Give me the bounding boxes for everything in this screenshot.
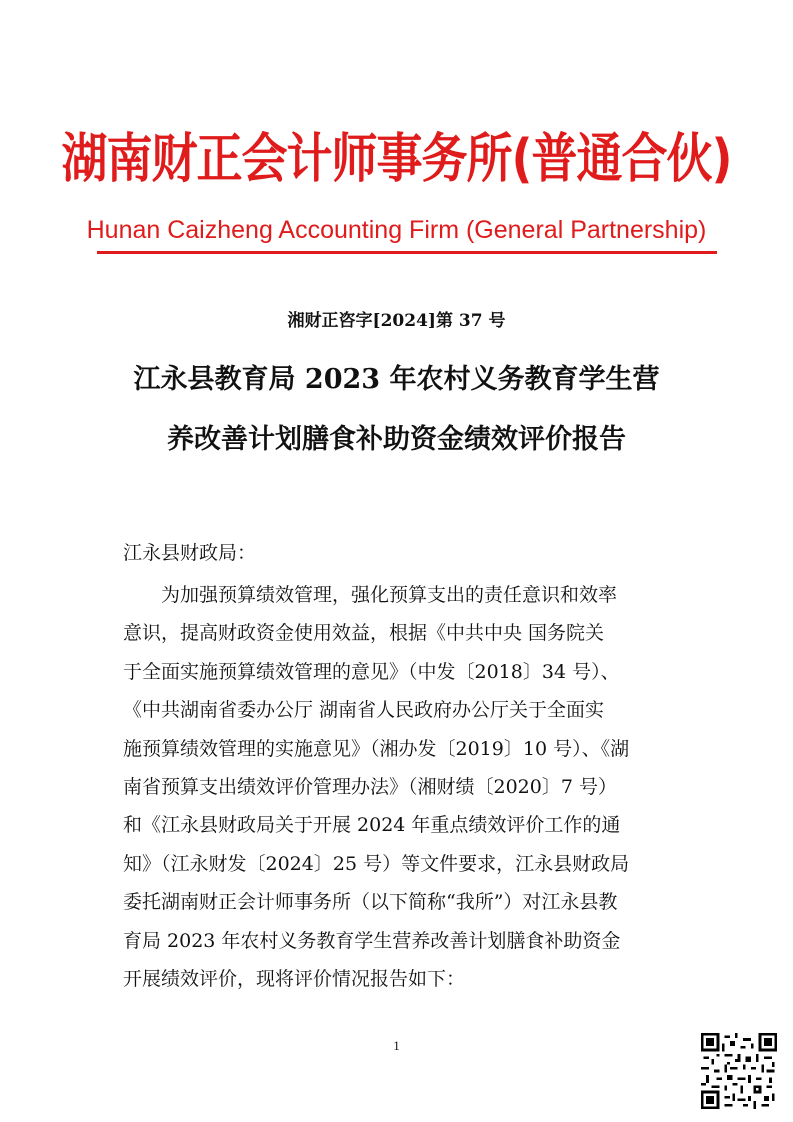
report-title-line-1: 江永县教育局 2023 年农村义务教育学生营 xyxy=(133,364,660,395)
body-line: 开展绩效评价，现将评价情况报告如下： xyxy=(123,968,466,990)
firm-name-en: Hunan Caizheng Accounting Firm (General Partnership) xyxy=(86,216,707,244)
body-line: 育局 2023 年农村义务教育学生营养改善计划膳食补助资金 xyxy=(123,930,621,952)
body-line: 意识，提高财政资金使用效益，根据《中共中央 国务院关 xyxy=(123,622,605,644)
report-title-line-2: 养改善计划膳食补助资金绩效评价报告 xyxy=(167,424,626,455)
qr-code-icon xyxy=(701,1033,777,1109)
firm-name-cn: 湖南财正会计师事务所(普通合伙) xyxy=(61,126,732,190)
body-line: 委托湖南财正会计师事务所（以下简称“我所”）对江永县教 xyxy=(123,891,618,913)
page-number: 1 xyxy=(393,1038,400,1053)
body-line: 施预算绩效管理的实施意见》（湘办发〔2019〕10 号）、《湖 xyxy=(123,738,630,760)
body-line: 于全面实施预算绩效管理的意见》（中发〔2018〕34 号）、 xyxy=(123,661,620,683)
body-line: 和《江永县财政局关于开展 2024 年重点绩效评价工作的通 xyxy=(123,814,621,836)
body-line: 南省预算支出绩效评价管理办法》（湘财绩〔2020〕7 号） xyxy=(123,776,617,798)
addressee: 江永县财政局： xyxy=(123,542,257,564)
body-line: 为加强预算绩效管理，强化预算支出的责任意识和效率 xyxy=(161,584,618,606)
body-line: 《中共湖南省委办公厅 湖南省人民政府办公厅关于全面实 xyxy=(123,699,605,721)
document-number: 湘财正咨字[2024]第 37 号 xyxy=(287,311,506,331)
letterhead-red-rule xyxy=(97,251,717,254)
body-line: 知》（江永财发〔2024〕25 号）等文件要求，江永县财政局 xyxy=(123,853,630,875)
